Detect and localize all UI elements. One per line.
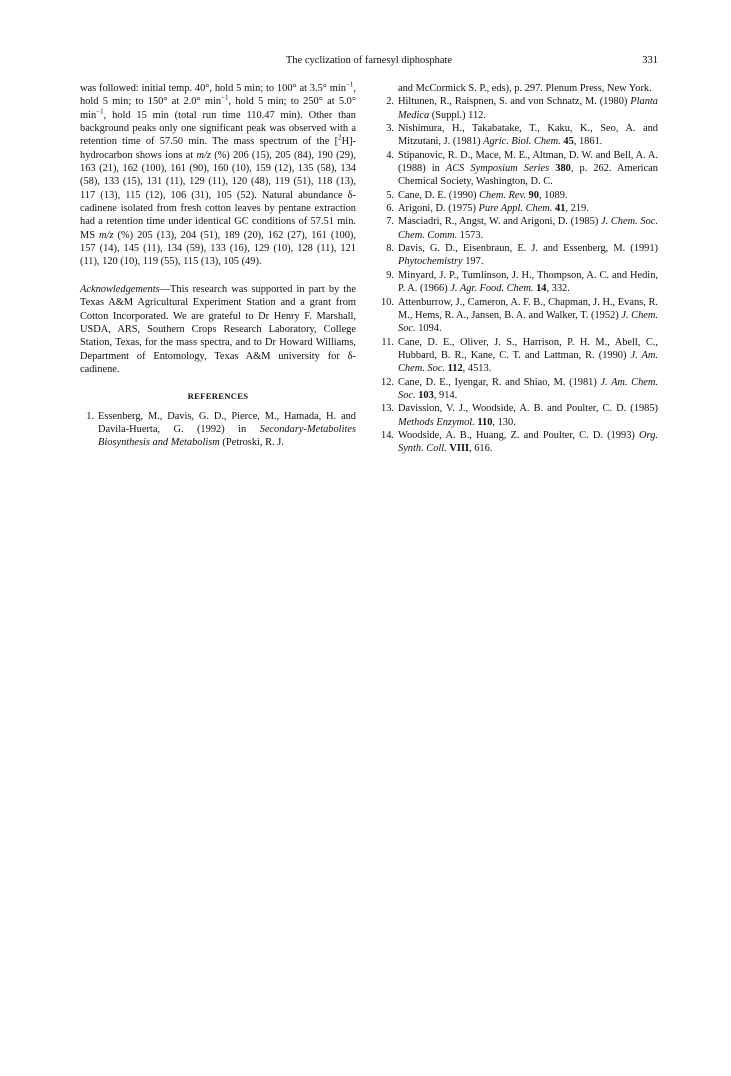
text-run: Cane, D. E. (1990) [398,189,480,201]
reference-item [380,336,658,376]
italic-run: ACS Symposium Series [445,163,550,175]
text-run: Hiltunen, R., Raispnen, S. and von Schnatz, M. (1980) [398,96,631,108]
italic-run: J. Am. Chem. Soc. [398,349,658,375]
italic-run: J. Chem. Soc. Chem. Comm. [398,216,658,241]
italic-run: Methods Enzymol. [398,416,475,428]
reference-item [380,215,658,242]
reference-item [380,95,658,122]
text-run: , 1861. [573,136,603,148]
reference-number: 1. [86,410,94,422]
references-heading: REFERENCES [187,391,249,402]
italic-run: Secondary-Metabolites Biosynthesis and Metabolism [98,423,356,449]
reference-continuation: and McCormick S. P., eds), p. 297. Plenum Press, New York. [398,83,652,94]
text-run: , hold 5 min; to 250° at 5.0° min [80,96,356,121]
bold-run: 45 [563,136,574,148]
reference-item [380,202,658,215]
reference-item [380,429,658,456]
reference-number: 10. [381,296,394,308]
reference-number: 11. [381,336,394,348]
page-number: 331 [642,55,658,66]
text-run: , p. 262. American Chemical Society, Washington, D. C. [398,163,658,188]
text-run: , 914. [433,389,458,401]
text-run: , 332. [546,283,570,295]
reference-number: 8. [386,243,394,255]
superscript: 2 [338,133,342,142]
bold-run: 14 [536,283,547,295]
italic-run: Chem. Rev. [479,189,526,201]
text-run: , 219. [565,203,589,215]
text-run: Nishimura, H., Takabatake, T., Kaku, K., Seo, A. and Mitzutani, J. (1981) [398,123,658,148]
italic-run: Agric. Biol. Chem. [483,136,561,148]
bold-run: 90 [528,189,539,201]
reference-item [380,122,658,149]
superscript: −1 [96,107,104,116]
text-run: , hold 15 min (total run time 110.47 min). Other than background peaks only one significant peak was observed with a retention time of 57.50 min. The mass spectrum of the [ [80,109,356,148]
italic-run: J. Am. Chem. Soc. [398,376,658,401]
reference-item [380,296,658,336]
text-run: , 616. [469,443,493,455]
reference-item [380,242,658,269]
acknowledgements-paragraph [80,283,356,376]
text-run: Cane, D. E., Oliver, J. S., Harrison, P. H. M., Abell, C., Hubbard, B. R., Kane, C. T. and Lattman, R. (1990) [398,336,658,361]
text-run: , 4513. [462,363,492,375]
superscript: −1 [345,80,354,89]
text-run: Davis, G. D., Eisenbraun, E. J. and Essenberg, M. (1991) [398,243,658,255]
text-run: 1573. [457,229,484,241]
reference-number: 13. [381,403,394,415]
reference-item [380,269,658,296]
reference-number: 6. [386,203,394,215]
acknowledgements-label: Acknowledgements [80,283,160,295]
gc-method-paragraph [80,82,356,269]
text-run: (%) 205 (13), 204 (51), 189 (20), 162 (27), 161 (100), 157 (14), 145 (11), 134 (59), 133 (16), 129 (10), 128 (11), 121 (11), 120 (10), 119 (55), 115 (13), 105 (49). [80,229,356,268]
reference-item [380,376,658,403]
bold-run: 103 [418,389,434,401]
superscript: −1 [221,93,229,102]
reference-number: 2. [386,96,394,108]
text-run: Attenburrow, J., Cameron, A. F. B., Chapman, J. H., Evans, R. M., Hems, R. A., Jansen, B. A. and Walker, T. (1952) [398,296,658,321]
reference-number: 12. [381,376,394,388]
reference-item [380,402,658,429]
text-run: , 1089. [538,189,568,201]
text-run: , hold 5 min; to 150° at 2.0° min [80,83,356,108]
bold-run: 112 [447,363,463,375]
italic-run: Phytochemistry [398,256,463,268]
running-header [80,55,658,69]
italic-run: m/z [196,149,211,161]
reference-number: 3. [386,123,394,135]
text-run: Cane, D. E., Iyengar, R. and Shiao, M. (1981) [398,376,601,388]
text-run: 197. [462,256,484,268]
bold-run: VIII [449,443,470,455]
text-run: (Petroski, R. J. [219,437,284,449]
text-run: , 130. [492,416,516,428]
left-column [80,82,356,450]
text-run: Masciadri, R., Angst, W. and Arigoni, D. (1985) [398,216,601,228]
italic-run: Planta Medica [398,96,658,121]
reference-number: 9. [386,269,394,281]
text-run: (Suppl.) 112. [429,109,486,121]
acknowledgements-text: —This research was supported in part by the Texas A&M Agricultural Experiment Station and a grant from Cotton Incorporated. We are grateful to Dr Henry F. Marshall, USDA, ARS, Southern Crops Research Laboratory, College Station, Texas, for the mass spectra, and to Dr Howard Williams, Department of Entomology, Texas A&M university for δ-cadinene. [80,283,356,375]
text-run: Arigoni, D. (1975) [398,203,479,215]
text-run: Davission, V. J., Woodside, A. B. and Poulter, C. D. (1985) [398,403,658,415]
reference-item [80,410,356,450]
bold-run: 110 [477,416,493,428]
text-run: (%) 206 (15), 205 (84), 190 (29), 163 (21), 162 (100), 161 (90), 160 (10), 159 (12), 135 (58), 134 (58), 133 (15), 131 (11), 129 (11), 120 (48), 119 (51), 118 (13), 117 (13), 115 (12), 106 (31), 105 (52). Natural abundance δ-cadinene isolated from fresh cotton leaves by pentane extraction had a retention time under identical GC conditions of 57.51 min. MS [80,149,356,241]
italic-run: J. Chem. Soc. [398,309,658,335]
text-run: Minyard, J. P., Tumlinson, J. H., Thompson, A. C. and Hedin, P. A. (1966) [398,269,658,295]
text-run: 1094. [415,323,442,335]
reference-item [380,189,658,202]
bold-run: 41 [555,203,566,215]
reference-number: 4. [386,149,394,161]
italic-run: m/z [99,229,114,241]
running-title: The cyclization of farnesyl diphosphate [285,55,453,66]
reference-number: 5. [386,189,394,201]
text-run: Stipanovic, R. D., Mace, M. E., Altman, D. W. and Bell, A. A. (1988) in [398,149,658,175]
reference-item [380,149,658,189]
reference-number: 7. [386,216,394,228]
text-run: Woodside, A. B., Huang, Z. and Poulter, C. D. (1993) [398,429,640,441]
italic-run: Pure Appl. Chem. [478,203,553,215]
right-column [380,82,658,456]
text-run: was followed: initial temp. 40°, hold 5 min; to 100° at 3.5° min [80,83,346,94]
italic-run: J. Agr. Food. Chem. [450,283,534,295]
italic-run: Org. Synth. Coll. [398,429,658,455]
bold-run: 380 [555,163,571,175]
text-run: H]-hydrocarbon shows ions at [80,136,356,161]
reference-number: 14. [381,429,394,441]
text-run: Essenberg, M., Davis, G. D., Pierce, M., Hamada, H. and Davila-Huerta, G. (1992) in [98,410,356,435]
